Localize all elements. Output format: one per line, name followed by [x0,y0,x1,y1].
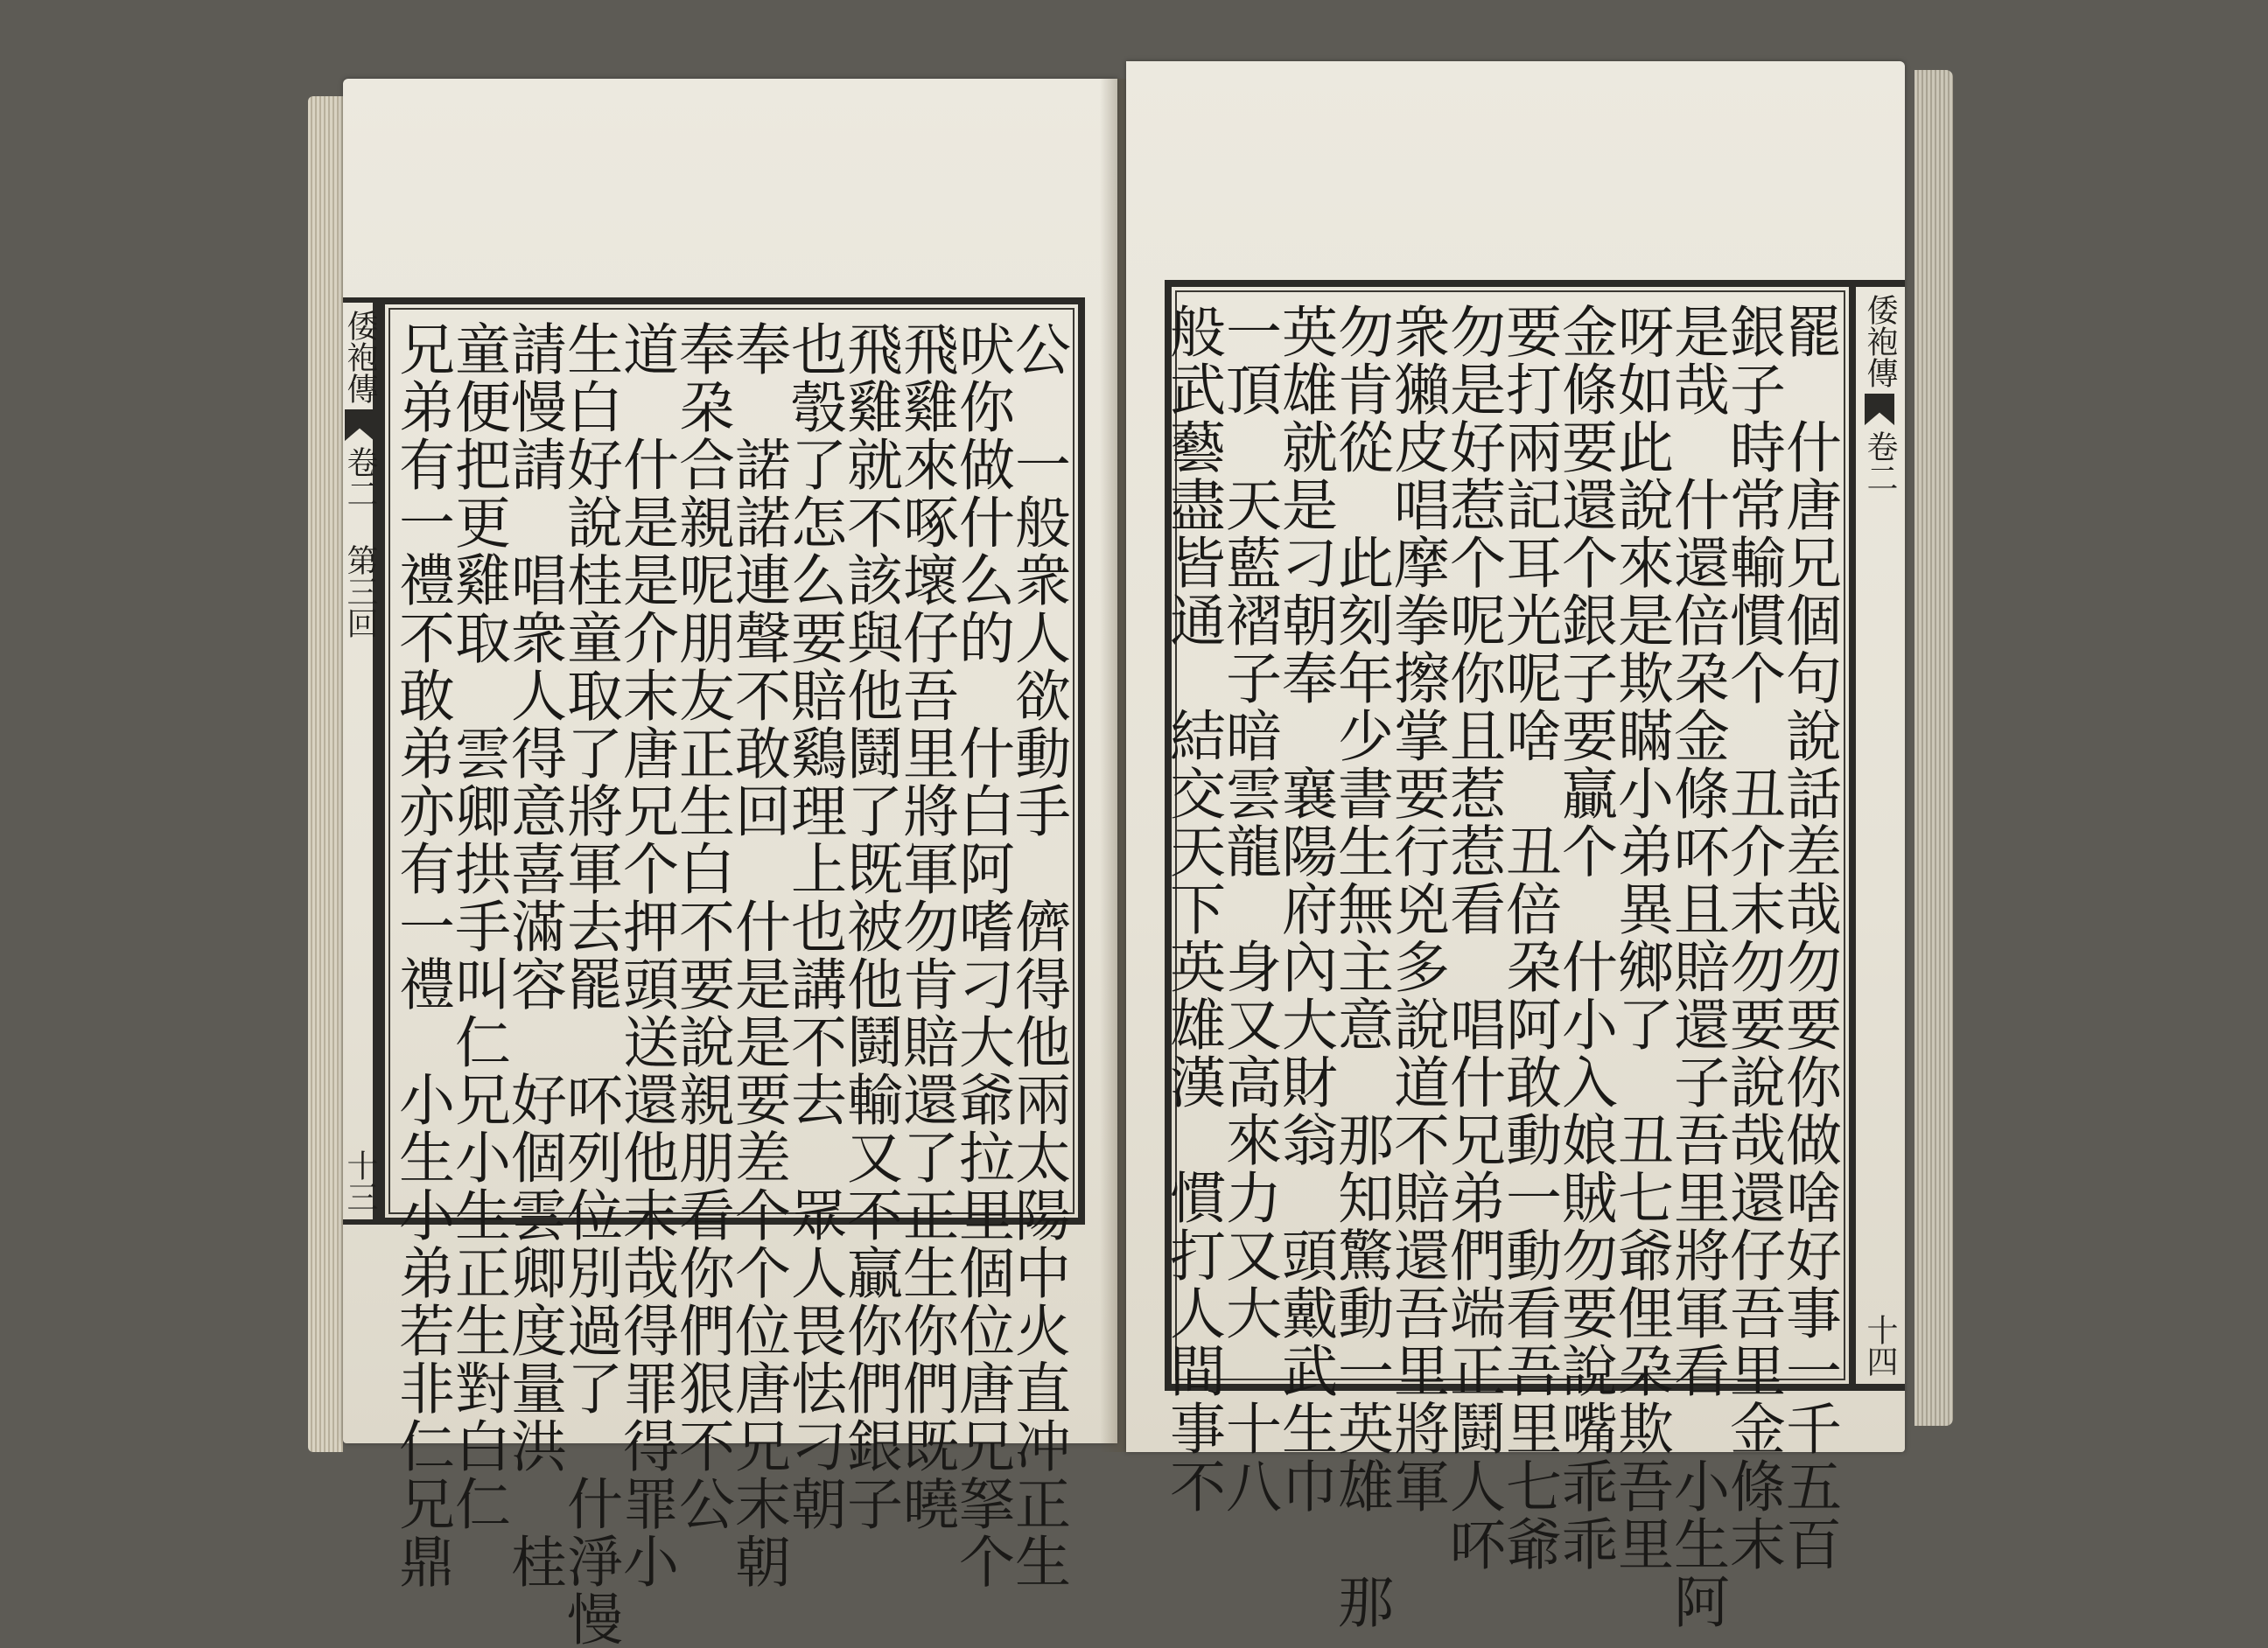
fish-tail-mark-icon [1865,394,1894,425]
left-strip-volume: 卷二 [342,446,378,509]
open-book [308,61,1953,1648]
left-text-column: 也彀了怎么要賠鷄理上也講不去 眾人畏怯刁朝 [781,320,846,1533]
page-edges-right [1914,70,1953,1426]
right-text-column: 勿是好惹个呢你且惹惹看 唱什兄弟們端正鬪人吥 [1440,303,1505,1573]
left-strip-chapter: 第三回 [342,544,378,639]
right-text-columns [1160,303,1841,1631]
left-text-column: 吠你做什么的 什白阿嗜刁大爺拉里個位唐兄拏个 [949,320,1014,1590]
right-text-column: 般武藝盡皆通 結交天下英雄漢 慣打人間事不 [1160,303,1225,1515]
left-text-column: 生白好說桂童取了將軍去罷 吥列位別過了 什淨慢 [557,320,622,1648]
right-text-column: 呀如此說來是欺瞞小弟異鄉了 丑七爺俚朶欺吾里 [1608,303,1673,1573]
left-text-column: 道 什是是介末唐兄个押頭送還他末哉得罪得罪小 [613,320,678,1590]
left-text-column: 飛雞就不該與他鬪了既被他鬪輸又不贏你們銀子 [837,320,902,1533]
right-text-column: 罷 什唐兄個句說話差哉勿要你做啥好事一千五百 [1776,303,1841,1573]
page-edges-left [308,96,343,1452]
right-text-column: 一頂 天藍褶子暗雲龍 身又高來力又大 十八 [1216,303,1281,1515]
right-text-column: 銀子時常輸慣个 丑介末勿要說哉還仔吾里金條末 [1720,303,1785,1573]
right-text-column: 要打兩記耳光呢啥 丑倍朶阿敢動一動看吾里七爺 [1496,303,1561,1573]
left-text-column: 公 一般衆人欲動手 儕得他兩太陽中火直冲正生 [1005,320,1070,1590]
left-strip-title: 倭袍傳 [342,310,378,404]
right-center-strip-content [1859,294,1900,1377]
left-strip-folio: 十三 [342,1149,378,1212]
left-text-column: 童便把更雞取 雲卿拱手叫仁兄小生正生對白仁 [445,320,510,1533]
right-page [1126,61,1905,1631]
left-page [342,79,1117,1648]
left-text-frame [378,297,1085,1648]
left-center-strip-content [342,310,378,1212]
left-text-column: 飛雞來啄壞仔吾里將軍勿肯賠還了正生你們既曉 [893,320,958,1533]
right-text-column: 是哉 什還倍朶金條吥且賠還子吾里將軍看 小生阿 [1664,303,1729,1631]
left-text-column: 請慢請 唱衆人得意喜滿容 好個雲卿度量洪 桂 [501,320,566,1590]
right-text-frame [1160,280,1856,1631]
left-text-column: 奉朶合親呢朋友正生白不要說親朋看你們狠不公 [669,320,734,1533]
fish-tail-mark-icon [345,409,374,441]
right-text-column: 勿肯從 此刻年少書生無主意 那知驚動一英雄 那 [1328,303,1393,1631]
right-strip-title: 倭袍傳 [1862,294,1898,388]
right-strip-volume: 卷二 [1862,430,1898,493]
right-text-column: 衆獺皮唱摩拳擦掌要行兇多說道不賠還吾里將軍 [1384,303,1449,1515]
left-text-column: 兄弟有一禮不敢弟亦有一禮 小生小弟若非仁兄鼎 [389,320,454,1590]
left-text-columns [389,320,1070,1648]
left-text-column: 奉 諾諾連聲不敢回 什是是要差个个位唐兄末朝 [725,320,790,1590]
right-text-column: 金條要還个銀子要贏个 什小入娘賊勿要說嘴乖乖 [1552,303,1617,1573]
left-page-center-strip [343,297,378,1225]
right-strip-folio: 十四 [1862,1314,1898,1377]
right-text-column: 英雄就是刁朝奉 襄陽府內大財翁 頭戴武生巾 [1272,303,1337,1515]
right-page-center-strip [1856,280,1905,1391]
